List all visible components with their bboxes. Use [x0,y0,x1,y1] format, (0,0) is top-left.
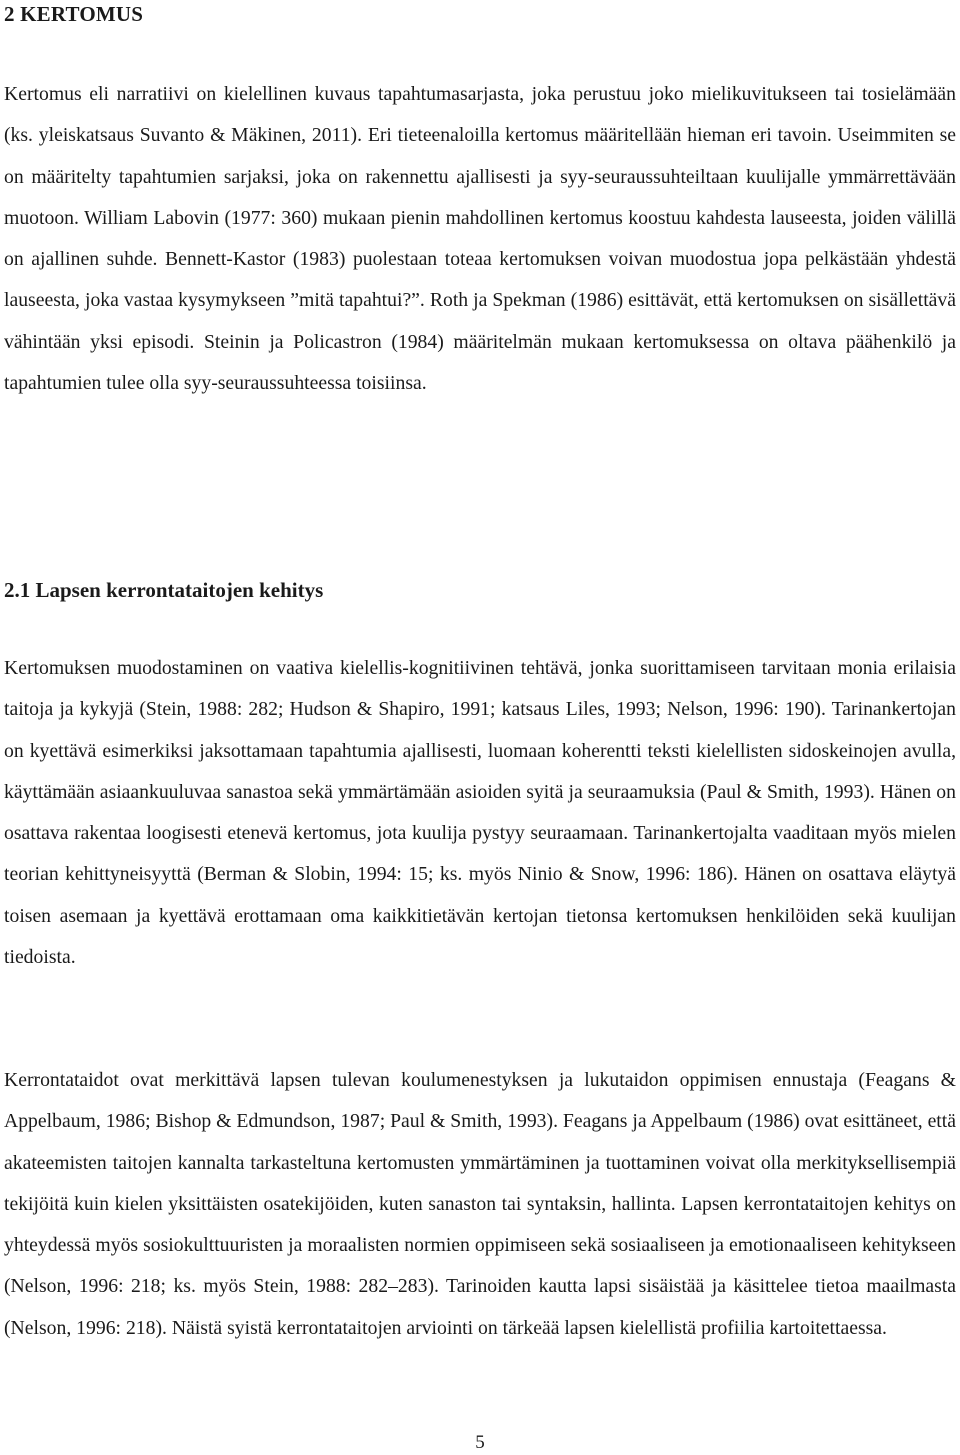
section-heading: 2.1 Lapsen kerrontataitojen kehitys [4,578,324,602]
chapter-intro-paragraph: Kertomus eli narratiivi on kielellinen kuvaus tapahtumasarjasta, joka perustuu joko mielikuvitukseen tai tosielämään (ks. yleiskatsaus Suvanto & Mäkinen, 2011). Eri tieteenaloilla kertomus määritellään hieman eri tavoin. Useimmiten se on määritelty tapahtumien sarjaksi, joka on rakennettu ajallisesti ja syy-seuraussuhteiltaan kuulijalle ymmärrettävään muotoon. William Labovin (1977: 360) mukaan pienin mahdollinen kertomus koostuu kahdesta lauseesta, joiden välillä on ajallinen suhde. Bennett-Kastor (1983) puolestaan toteaa kertomuksen voivan muodostua jopa pelkästään yhdestä lauseesta, joka vastaa kysymykseen ”mitä tapahtui?”. Roth ja Spekman (1986) esittävät, että kertomuksen on sisällettävä vähintään yksi episodi. Steinin ja Policastron (1984) määritelmän mukaan kertomuksessa on oltava päähenkilö ja tapahtumien tulee olla syy-seuraussuhteessa toisiinsa. [4,83,956,395]
section-paragraph-2: Kerrontataidot ovat merkittävä lapsen tulevan koulumenestyksen ja lukutaidon oppimisen ennustaja (Feagans & Appelbaum, 1986; Bishop & Edmundson, 1987; Paul & Smith, 1993). Feagans ja Appelbaum (1986) ovat esittäneet, että akateemisten taitojen kannalta tarkasteltuna kertomusten ymmärtäminen ja tuottaminen voivat olla merkityksellisempiä tekijöitä kuin kielen yksittäisten osatekijöiden, kuten sanaston tai syntaksin, hallinta. Lapsen kerrontataitojen kehitys on yhteydessä myös sosiokulttuuristen ja moraalisten normien oppimiseen sekä sosiaaliseen ja emotionaaliseen kehitykseen (Nelson, 1996: 218; ks. myös Stein, 1988: 282–283). Tarinoiden kautta lapsi sisäistää ja käsittelee tietoa maailmasta (Nelson, 1996: 218). Näistä syistä kerrontataitojen arviointi on tärkeää lapsen kielellistä profiilia kartoitettaessa. [4,1069,956,1339]
section-paragraph-1: Kertomuksen muodostaminen on vaativa kielellis-kognitiivinen tehtävä, jonka suorittamiseen tarvitaan monia erilaisia taitoja ja kykyjä (Stein, 1988: 282; Hudson & Shapiro, 1991; katsaus Liles, 1993; Nelson, 1996: 190). Tarinankertojan on kyettävä esimerkiksi jaksottamaan tapahtumia ajallisesti, luomaan koherentti teksti kielellisten sidoskeinojen avulla, käyttämään asiaankuuluvaa sanastoa sekä ymmärtämään asioiden syitä ja seuraamuksia (Paul & Smith, 1993). Hänen on osattava rakentaa loogisesti etenevä kertomus, jota kuulija pystyy seuraamaan. Tarinankertojalta vaaditaan myös mielen teorian kehittyneisyyttä (Berman & Slobin, 1994: 15; ks. myös Ninio & Snow, 1996: 186). Hänen on osattava eläytyä toisen asemaan ja kyettävä erottamaan oma kaikkitietävän kertojan tietonsa kertomuksen henkilöiden sekä kuulijan tiedoista. [4,657,956,969]
chapter-heading: 2 KERTOMUS [4,2,144,26]
page-number: 5 [475,1432,485,1453]
